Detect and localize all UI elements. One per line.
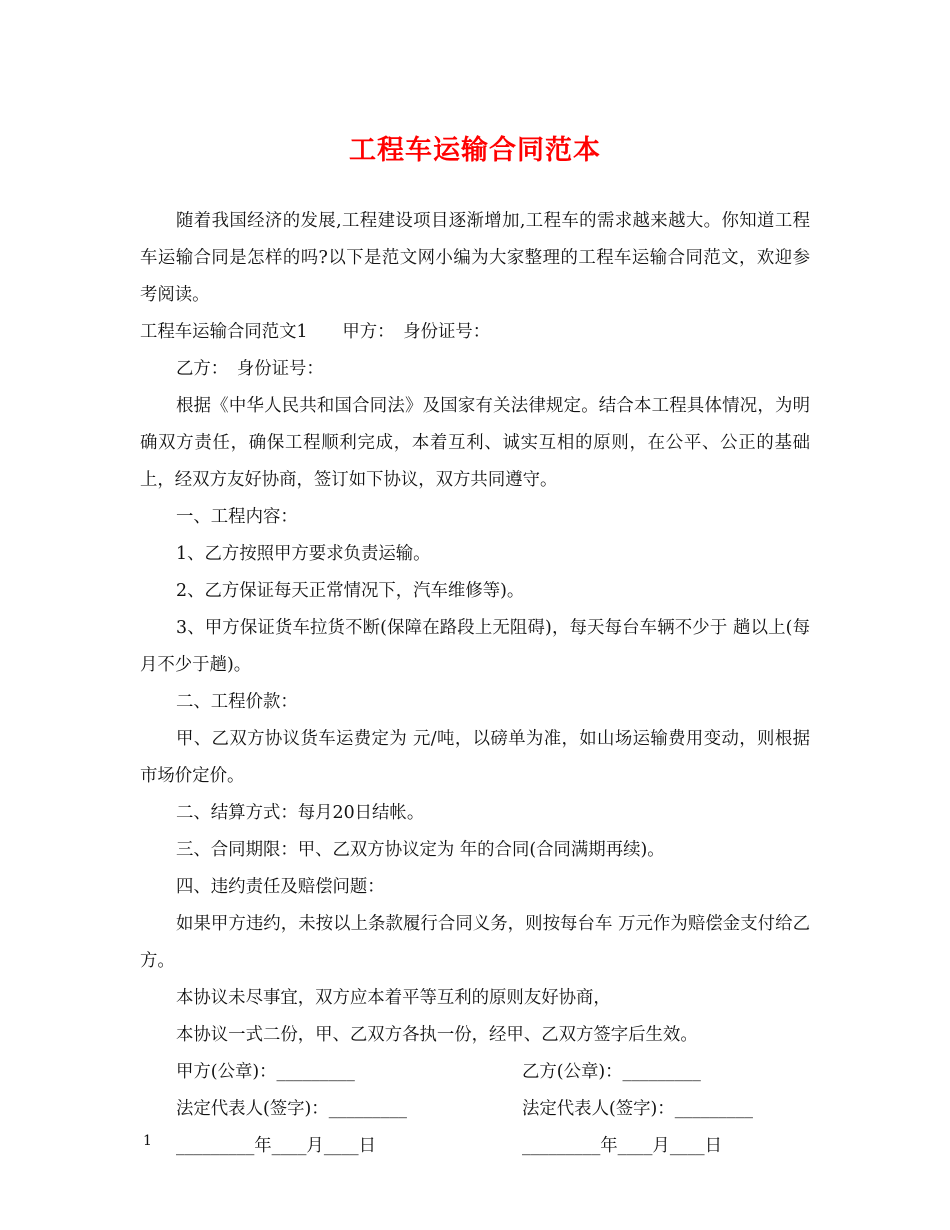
section-heading: 三、合同期限：甲、乙双方协议定为 年的合同(合同满期再续)。 (176, 840, 665, 860)
signature-row-representative (140, 1091, 810, 1128)
party-a-seal-field: 甲方(公章)：_________ (176, 1062, 355, 1082)
intro-paragraph: 随着我国经济的发展,工程建设项目逐渐增加,工程车的需求越来越大。你知道工程车运输合同是怎样的吗?以下是范文网小编为大家整理的工程车运输合同范文，欢迎参考阅读。 (140, 211, 810, 305)
party-a-representative-field: 法定代表人(签字)：_________ (176, 1099, 407, 1119)
party-a-date-field: _________年____月____日 (176, 1136, 376, 1156)
clause-item: 1、乙方按照甲方要求负责运输。 (176, 544, 431, 564)
clause-item: 2、乙方保证每天正常情况下，汽车维修等)。 (176, 581, 525, 601)
clause-item: 如果甲方违约，未按以上条款履行合同义务，则按每台车 万元作为赔偿金支付给乙方。 (140, 914, 810, 971)
section-heading: 二、结算方式：每月20日结帐。 (176, 803, 425, 823)
section-heading: 一、工程内容： (176, 507, 298, 527)
page-number: 1 (143, 1133, 152, 1149)
contract-heading-line: 工程车运输合同范文1 甲方： 身份证号： (140, 322, 491, 342)
clause-item: 3、甲方保证货车拉货不断(保障在路段上无阻碍)，每天每台车辆不少于 趟以上(每月不少于趟)。 (140, 618, 810, 675)
signature-row-date (140, 1128, 810, 1165)
closing-paragraph: 本协议未尽事宜，双方应本着平等互利的原则友好协商， (176, 988, 611, 1008)
document-body (140, 203, 810, 1165)
clause-item: 甲、乙双方协议货车运费定为 元/吨，以磅单为准，如山场运输费用变动，则根据市场价定价。 (140, 729, 810, 786)
section-heading: 二、工程价款： (176, 692, 298, 712)
party-b-line: 乙方： 身份证号： (176, 359, 324, 379)
document-title: 工程车运输合同范本 (349, 135, 601, 166)
section-heading: 四、违约责任及赔偿问题： (176, 877, 385, 897)
basis-paragraph: 根据《中华人民共和国合同法》及国家有关法律规定。结合本工程具体情况，为明确双方责任，确保工程顺利完成，本着互利、诚实互相的原则，在公平、公正的基础上，经双方友好协商，签订如下协议，双方共同遵守。 (140, 396, 810, 490)
closing-paragraph: 本协议一式二份，甲、乙双方各执一份，经甲、乙双方签字后生效。 (176, 1025, 698, 1045)
party-b-seal-field: 乙方(公章)：_________ (522, 1062, 701, 1082)
party-b-representative-field: 法定代表人(签字)：_________ (522, 1099, 753, 1119)
party-b-date-field: _________年____月____日 (522, 1136, 722, 1156)
signature-row-seal (140, 1054, 810, 1091)
